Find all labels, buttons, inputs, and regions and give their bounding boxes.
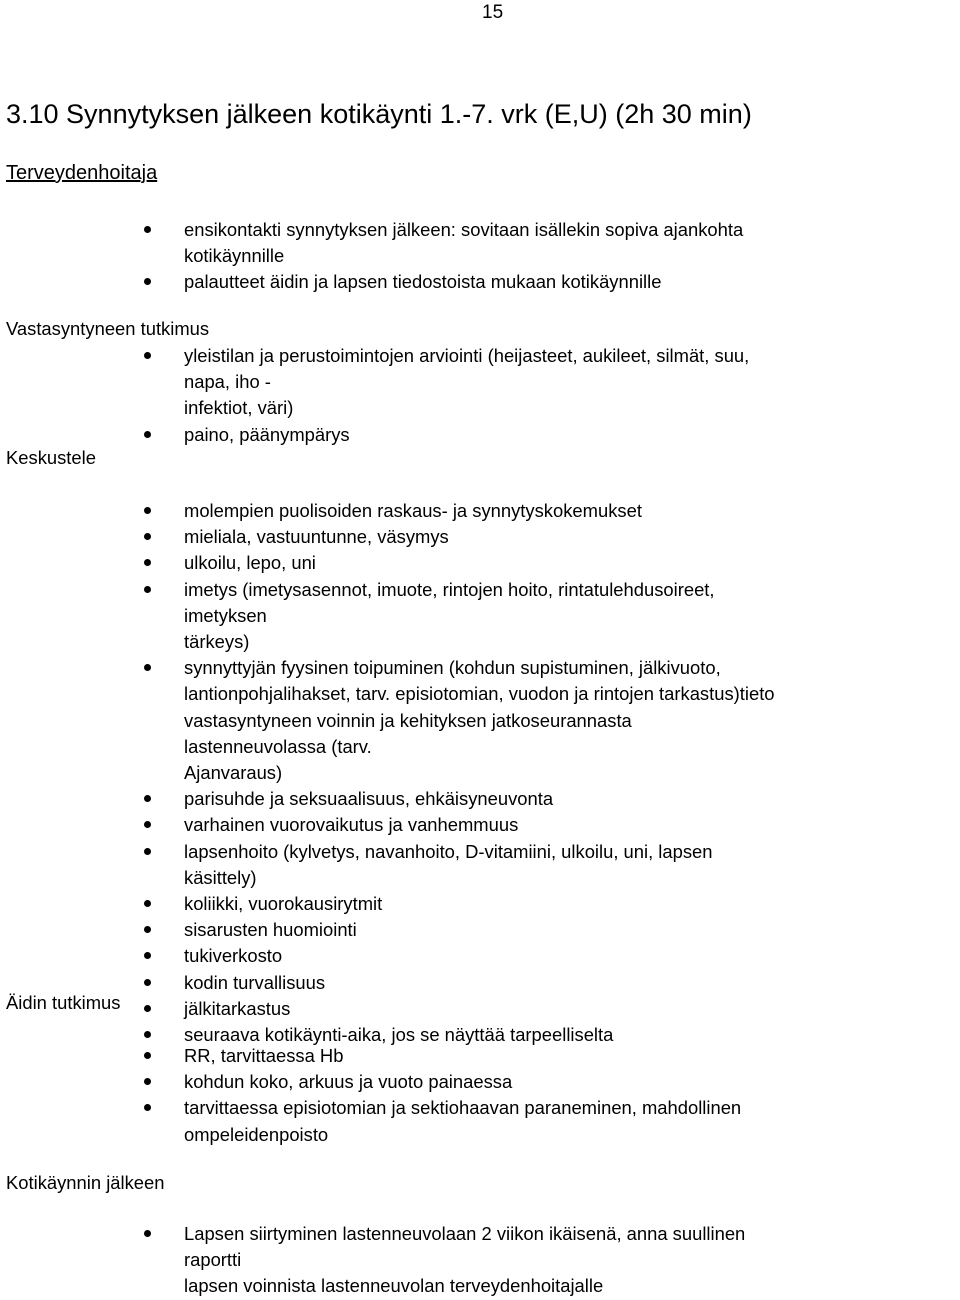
list-item: ensikontakti synnytyksen jälkeen: sovitaan isällekin sopiva ajankohta kotikäynnille	[0, 217, 776, 269]
list-item: mieliala, vastuuntunne, väsymys	[0, 524, 776, 550]
list-item: seuraava kotikäynti-aika, jos se näyttää tarpeelliselta	[0, 1022, 776, 1048]
list-item: yleistilan ja perustoimintojen arviointi (heijasteet, aukileet, silmät, suu, napa, iho - infektiot, väri)	[0, 343, 776, 422]
list-item: paino, päänympärys	[0, 422, 776, 448]
list-item: lapsenhoito (kylvetys, navanhoito, D-vitamiini, ulkoilu, uni, lapsen käsittely)	[0, 839, 776, 891]
list-item: ulkoilu, lepo, uni	[0, 550, 776, 576]
list-item: kodin turvallisuus	[0, 970, 776, 996]
list-item: sisarusten huomiointi	[0, 917, 776, 943]
heading-mother-exam: Äidin tutkimus	[6, 992, 121, 1013]
heading-newborn-exam: Vastasyntyneen tutkimus	[6, 318, 210, 339]
list-item: synnyttyjän fyysinen toipuminen (kohdun supistuminen, jälkivuoto, lantionpohjalihakset, tarv. episiotomian, vuodon ja rintojen tarkastus)tieto vastasyntyneen voinnin ja kehityksen jatkoseurannasta lastenneuvolassa (tarv. Ajanvaraus)	[0, 655, 776, 786]
list-item: kohdun koko, arkuus ja vuoto painaessa	[0, 1069, 776, 1095]
list-nurse	[0, 217, 776, 296]
heading-discuss: Keskustele	[6, 447, 96, 468]
list-item: jälkitarkastus	[0, 996, 776, 1022]
list-item: palautteet äidin ja lapsen tiedostoista mukaan kotikäynnille	[0, 269, 776, 295]
list-item: koliikki, vuorokausirytmit	[0, 891, 776, 917]
list-item: molempien puolisoiden raskaus- ja synnytyskokemukset	[0, 498, 776, 524]
list-item: parisuhde ja seksuaalisuus, ehkäisyneuvonta	[0, 786, 776, 812]
list-item: varhainen vuorovaikutus ja vanhemmuus	[0, 812, 776, 838]
section-title: 3.10 Synnytyksen jälkeen kotikäynti 1.-7. vrk (E,U) (2h 30 min)	[6, 99, 752, 129]
heading-nurse: Terveydenhoitaja	[6, 162, 158, 184]
list-item: Lapsen siirtyminen lastenneuvolaan 2 viikon ikäisenä, anna suullinen raportti lapsen voinnista lastenneuvolan terveydenhoitajalle	[0, 1221, 776, 1300]
list-item: imetys (imetysasennot, imuote, rintojen hoito, rintatulehdusoireet, imetyksen tärkeys)	[0, 577, 776, 656]
page-number: 15	[482, 2, 504, 23]
list-item: tarvittaessa episiotomian ja sektiohaavan paraneminen, mahdollinen ompeleidenpoisto	[0, 1095, 776, 1147]
heading-after-visit: Kotikäynnin jälkeen	[6, 1172, 165, 1193]
list-mother-exam	[0, 1043, 776, 1148]
list-after-visit	[0, 1221, 776, 1300]
list-newborn-exam	[0, 343, 776, 448]
list-item: tukiverkosto	[0, 943, 776, 969]
list-discuss	[0, 498, 776, 1048]
list-item: RR, tarvittaessa Hb	[0, 1043, 776, 1069]
